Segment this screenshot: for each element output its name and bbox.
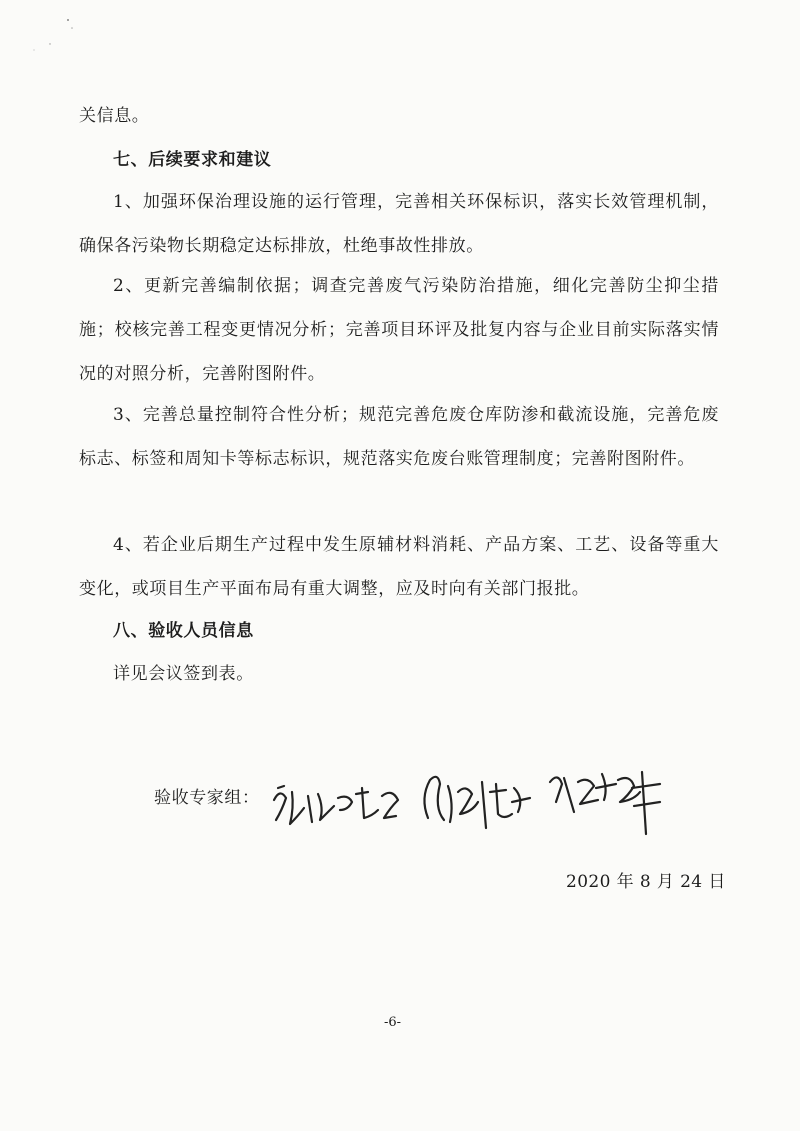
signature-2 [424, 777, 530, 828]
signature-1 [274, 786, 398, 824]
document-date: 2020 年 8 月 24 日 [566, 872, 726, 892]
page-number: -6- [384, 1015, 402, 1030]
requirement-item-2: 2、更新完善编制依据；调查完善废气污染防治措施，细化完善防尘抑尘措施；校核完善工程变更情况分析；完善项目环评及批复内容与企业目前实际落实情况的对照分析，完善附图附件。 [79, 276, 719, 384]
requirement-item-3: 3、完善总量控制符合性分析；规范完善危废仓库防渗和截流设施，完善危废标志、标签和周知卡等标志标识，规范落实危废台账管理制度；完善附图附件。 [79, 405, 719, 469]
continuation-text: 关信息。 [79, 106, 150, 126]
handwritten-signatures [268, 758, 688, 848]
requirement-item-4: 4、若企业后期生产过程中发生原辅材料消耗、产品方案、工艺、设备等重大变化，或项目生产平面布局有重大调整，应及时向有关部门报批。 [79, 535, 719, 599]
scan-specks [20, 10, 80, 60]
section-8-text: 详见会议签到表。 [113, 664, 254, 684]
signature-label: 验收专家组： [154, 788, 260, 808]
signature-3 [550, 772, 660, 834]
requirement-item-1: 1、加强环保治理设施的运行管理，完善相关环保标识，落实长效管理机制，确保各污染物长期稳定达标排放，杜绝事故性排放。 [79, 192, 719, 256]
section-7-heading: 七、后续要求和建议 [113, 150, 272, 170]
section-8-heading: 八、验收人员信息 [113, 621, 254, 641]
